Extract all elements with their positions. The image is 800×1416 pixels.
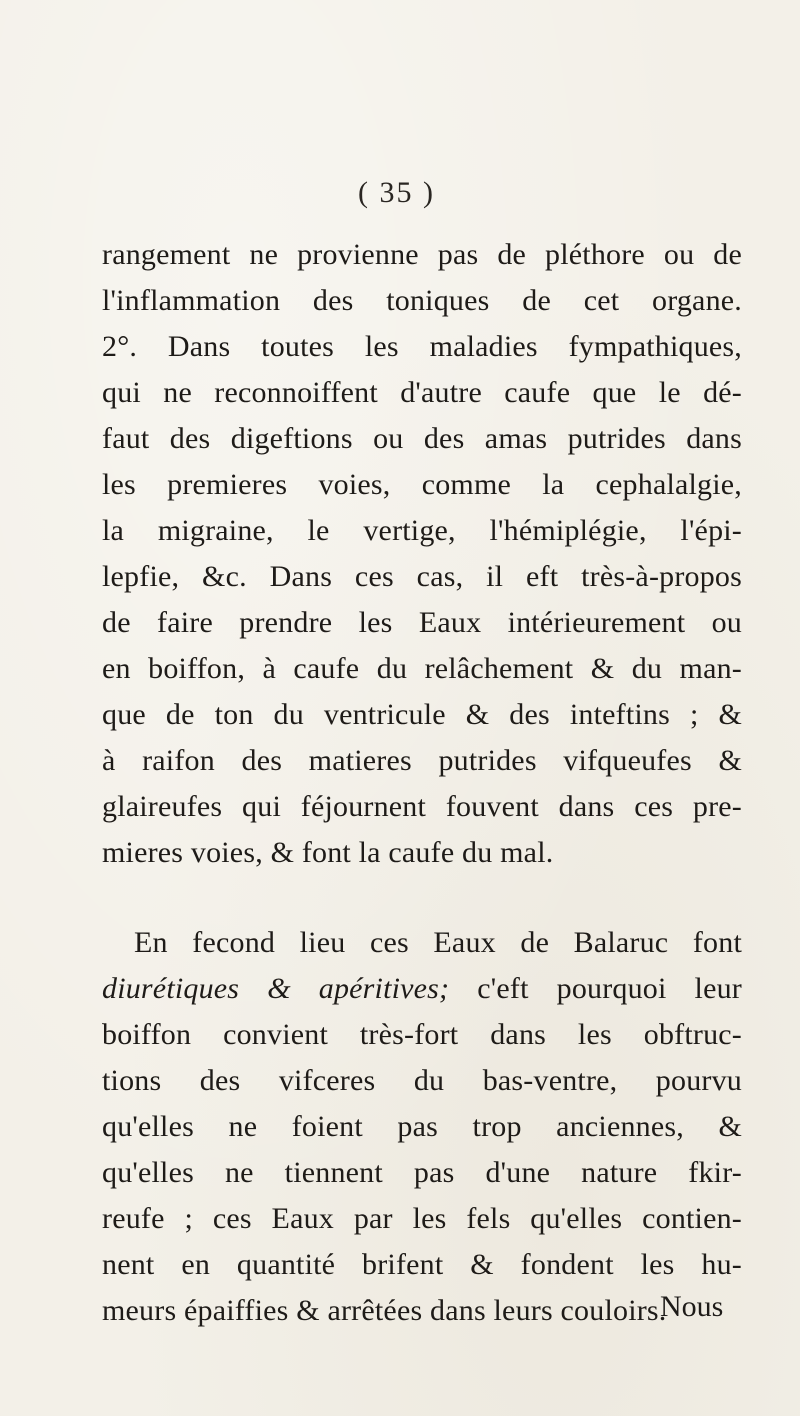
text-line: la migraine, le vertige, l'hémiplégie, l'épi- bbox=[102, 514, 742, 547]
text-line: à raifon des matieres putrides vifqueufes & bbox=[102, 744, 742, 777]
text-line: rangement ne provienne pas de pléthore ou de bbox=[102, 238, 742, 271]
text-line: qu'elles ne tiennent pas d'une nature fkir- bbox=[102, 1156, 742, 1189]
text-line: mieres voies, & font la caufe du mal. bbox=[102, 836, 554, 869]
text-line: glaireufes qui féjournent fouvent dans ces pre- bbox=[102, 790, 742, 823]
text-line: meurs épaiffies & arrêtées dans leurs couloirs. bbox=[102, 1294, 667, 1327]
text-line: que de ton du ventricule & des inteftins ; & bbox=[102, 698, 742, 731]
text-line: lepfie, &c. Dans ces cas, il eft très-à-propos bbox=[102, 560, 742, 593]
text-line: boiffon convient très-fort dans les obftruc- bbox=[102, 1018, 742, 1051]
page-number: ( 35 ) bbox=[358, 176, 435, 209]
text-line: qu'elles ne foient pas trop anciennes, & bbox=[102, 1110, 742, 1143]
text-line: nent en quantité brifent & fondent les hu- bbox=[102, 1248, 742, 1281]
text-line: en boiffon, à caufe du relâchement & du man- bbox=[102, 652, 742, 685]
text-line: 2°. Dans toutes les maladies fympathiques, bbox=[102, 330, 742, 363]
text-line-mixed bbox=[102, 966, 742, 1012]
text-line: En fecond lieu ces Eaux de Balaruc font bbox=[134, 926, 742, 959]
paragraph-gap bbox=[102, 876, 742, 920]
text-line: faut des digeftions ou des amas putrides dans bbox=[102, 422, 742, 455]
body-text bbox=[102, 232, 742, 1334]
italic-terms: diurétiques & apéritives; bbox=[102, 972, 450, 1005]
text-line: tions des vifceres du bas-ventre, pourvu bbox=[102, 1064, 742, 1097]
text-line: les premieres voies, comme la cephalalgie, bbox=[102, 468, 742, 501]
text-line-rest: c'eft pourquoi leur bbox=[449, 972, 742, 1005]
catchword: Nous bbox=[660, 1290, 724, 1323]
text-line: reufe ; ces Eaux par les fels qu'elles contien- bbox=[102, 1202, 742, 1235]
text-line: qui ne reconnoiffent d'autre caufe que le dé- bbox=[102, 376, 742, 409]
text-line: l'inflammation des toniques de cet organe. bbox=[102, 284, 742, 317]
text-line: de faire prendre les Eaux intérieurement ou bbox=[102, 606, 742, 639]
